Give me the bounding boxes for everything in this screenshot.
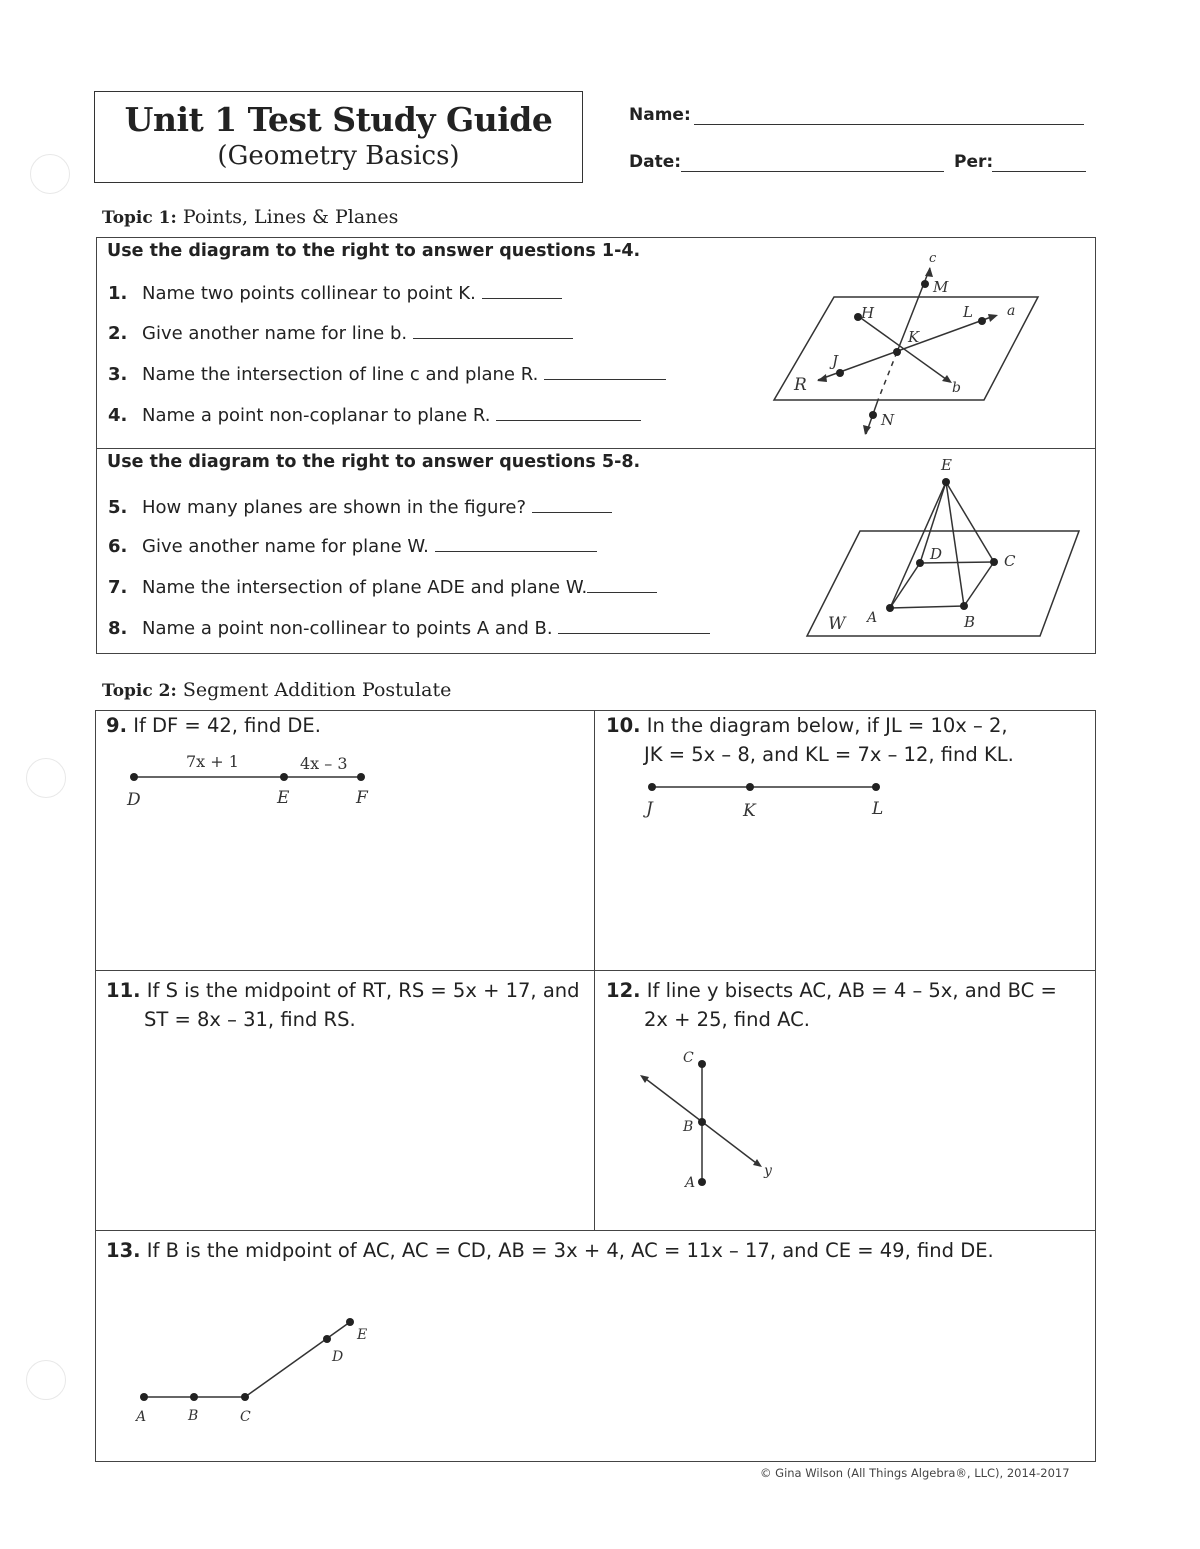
question-number: 12. [606, 979, 641, 1002]
point-a [140, 1393, 148, 1401]
point-c [241, 1393, 249, 1401]
question-2 [108, 322, 573, 344]
question-1 [108, 282, 562, 304]
question-text-line-2: JK = 5x – 8, and KL = 7x – 12, find KL. [644, 743, 1014, 766]
label-a: a [1007, 303, 1016, 319]
label-e: E [357, 1327, 368, 1343]
date-field[interactable] [681, 171, 944, 172]
question-8 [108, 617, 710, 639]
point-d [323, 1335, 331, 1343]
edge-da [890, 563, 920, 608]
label-b2: B [964, 613, 976, 631]
point-j [836, 369, 844, 377]
edge-eb [946, 482, 964, 606]
question-number: 4. [108, 405, 128, 426]
answer-blank-2[interactable] [413, 322, 573, 339]
label-b: b [952, 380, 961, 396]
point-c [990, 558, 998, 566]
topic-2-heading [102, 679, 451, 701]
point-e [280, 773, 288, 781]
question-text-line-1: If S is the midpoint of RT, RS = 5x + 17, and [146, 979, 580, 1002]
question-10 [606, 711, 1014, 769]
question-number: 5. [108, 497, 128, 518]
question-text: If DF = 42, find DE. [133, 714, 321, 737]
date-label: Date: [629, 152, 682, 172]
label-n: N [881, 411, 895, 429]
topic-1-divider [96, 448, 1095, 449]
point-m [921, 280, 929, 288]
label-c: c [929, 251, 937, 266]
label-j: J [832, 352, 839, 370]
topic-2-prefix: Topic 2: [102, 681, 177, 701]
edge-ab [890, 606, 964, 608]
label-a: A [136, 1409, 147, 1425]
question-number: 3. [108, 364, 128, 385]
question-text: Name a point non-collinear to points A and B. [142, 618, 553, 639]
answer-blank-5[interactable] [532, 496, 612, 513]
label-a2: A [867, 610, 878, 626]
point-a [886, 604, 894, 612]
question-4 [108, 404, 641, 426]
question-6 [108, 535, 597, 557]
point-j [648, 783, 656, 791]
label-c: C [240, 1409, 251, 1425]
question-text-line-2: ST = 8x – 31, find RS. [144, 1008, 356, 1031]
answer-blank-3[interactable] [544, 363, 666, 380]
label-m: M [933, 278, 949, 296]
label-b: B [683, 1119, 694, 1135]
point-k [893, 348, 901, 356]
name-field[interactable] [694, 124, 1084, 125]
label-j: J [646, 799, 653, 819]
topic-2-title: Segment Addition Postulate [182, 679, 452, 701]
question-number: 8. [108, 618, 128, 639]
label-w: W [828, 614, 846, 634]
question-text: Name the intersection of line c and plane R. [142, 364, 539, 385]
question-number: 10. [606, 714, 641, 737]
label-r: R [794, 375, 807, 395]
point-b [190, 1393, 198, 1401]
label-d: D [332, 1349, 344, 1365]
line-c-dashed [878, 352, 897, 400]
question-5 [108, 496, 612, 518]
answer-blank-1[interactable] [482, 282, 562, 299]
label-b: B [188, 1408, 199, 1424]
point-b [698, 1118, 706, 1126]
arrow-a-left [817, 374, 827, 382]
point-l [978, 317, 986, 325]
segment-jkl-diagram [638, 770, 898, 825]
edge-bc [964, 562, 994, 606]
label-c2: C [1004, 552, 1016, 570]
binder-hole-top [30, 154, 70, 194]
label-k: K [743, 801, 756, 821]
pyramid-plane-diagram [800, 452, 1090, 642]
line-b [858, 316, 950, 382]
point-a [698, 1178, 706, 1186]
plane-r-diagram [760, 242, 1060, 442]
page-title: Unit 1 Test Study Guide [124, 100, 553, 139]
arrow-c-down [863, 425, 871, 435]
label-c: C [683, 1050, 694, 1066]
name-label: Name: [629, 105, 691, 125]
question-text-line-1: In the diagram below, if JL = 10x – 2, [646, 714, 1008, 737]
question-12 [606, 976, 1057, 1034]
binder-hole-bottom [26, 1360, 66, 1400]
per-field[interactable] [992, 171, 1086, 172]
question-text: Name the intersection of plane ADE and plane W. [142, 577, 588, 598]
question-number: 1. [108, 283, 128, 304]
label-y: y [764, 1163, 772, 1179]
arrow-y-bottom [753, 1159, 762, 1167]
bisector-diagram [630, 1042, 790, 1192]
point-d [916, 559, 924, 567]
question-number: 2. [108, 323, 128, 344]
label-e: E [941, 456, 952, 474]
topic-1-title: Points, Lines & Planes [182, 206, 399, 228]
question-number: 6. [108, 536, 128, 557]
instructions-q1-4: Use the diagram to the right to answer questions 1-4. [107, 241, 641, 261]
label-f: F [356, 788, 368, 808]
label-h: H [861, 304, 875, 322]
question-text: Give another name for plane W. [142, 536, 429, 557]
question-text: Name a point non-coplanar to plane R. [142, 405, 491, 426]
question-13 [106, 1236, 994, 1265]
question-number: 7. [108, 577, 128, 598]
question-9 [106, 711, 321, 740]
label-7x-plus-1: 7x + 1 [186, 752, 239, 771]
question-text-line-1: If line y bisects AC, AB = 4 – 5x, and BC = [646, 979, 1057, 1002]
point-f [357, 773, 365, 781]
topic-2-row-divider-1 [95, 970, 1095, 971]
question-number: 13. [106, 1239, 141, 1262]
point-d [130, 773, 138, 781]
answer-blank-8[interactable] [558, 617, 710, 634]
segment-dfe-diagram [120, 748, 390, 818]
arrow-b [942, 375, 952, 383]
question-number: 9. [106, 714, 127, 737]
point-b [960, 602, 968, 610]
binder-hole-middle [26, 758, 66, 798]
label-k: K [908, 328, 920, 346]
point-n [869, 411, 877, 419]
arrow-a [988, 314, 998, 322]
question-text: How many planes are shown in the figure? [142, 497, 527, 518]
question-3 [108, 363, 666, 385]
edge-ec [946, 482, 994, 562]
label-d: D [930, 545, 943, 563]
per-label: Per: [954, 152, 994, 172]
question-text: If B is the midpoint of AC, AC = CD, AB = 3x + 4, AC = 11x – 17, and CE = 49, find DE. [146, 1239, 994, 1262]
segment-abcde-diagram [125, 1310, 385, 1430]
page-subtitle: (Geometry Basics) [217, 141, 460, 171]
topic-2-row-divider-2 [95, 1230, 1095, 1231]
arrow-y-top [640, 1075, 649, 1083]
topic-1-heading [102, 206, 398, 228]
question-11 [106, 976, 580, 1034]
label-4x-minus-3: 4x – 3 [300, 754, 348, 773]
point-e [942, 478, 950, 486]
label-a: A [685, 1175, 696, 1191]
label-d: D [127, 790, 141, 810]
point-l [872, 783, 880, 791]
question-text-line-2: 2x + 25, find AC. [644, 1008, 810, 1031]
line-a [818, 316, 994, 380]
label-l: L [872, 799, 884, 819]
point-k [746, 783, 754, 791]
question-number: 11. [106, 979, 141, 1002]
question-7 [108, 576, 657, 598]
topic-1-prefix: Topic 1: [102, 208, 177, 228]
title-box [94, 91, 583, 183]
label-l: L [963, 303, 973, 321]
plane-w [807, 531, 1079, 636]
instructions-q5-8: Use the diagram to the right to answer questions 5-8. [107, 452, 641, 472]
answer-blank-6[interactable] [435, 535, 597, 552]
label-e: E [277, 788, 290, 808]
copyright-footer: © Gina Wilson (All Things Algebra®, LLC), 2014-2017 [760, 1466, 1070, 1480]
point-e [346, 1318, 354, 1326]
answer-blank-7[interactable] [587, 576, 657, 593]
question-text: Name two points collinear to point K. [142, 283, 476, 304]
answer-blank-4[interactable] [496, 404, 641, 421]
point-c [698, 1060, 706, 1068]
question-text: Give another name for line b. [142, 323, 408, 344]
